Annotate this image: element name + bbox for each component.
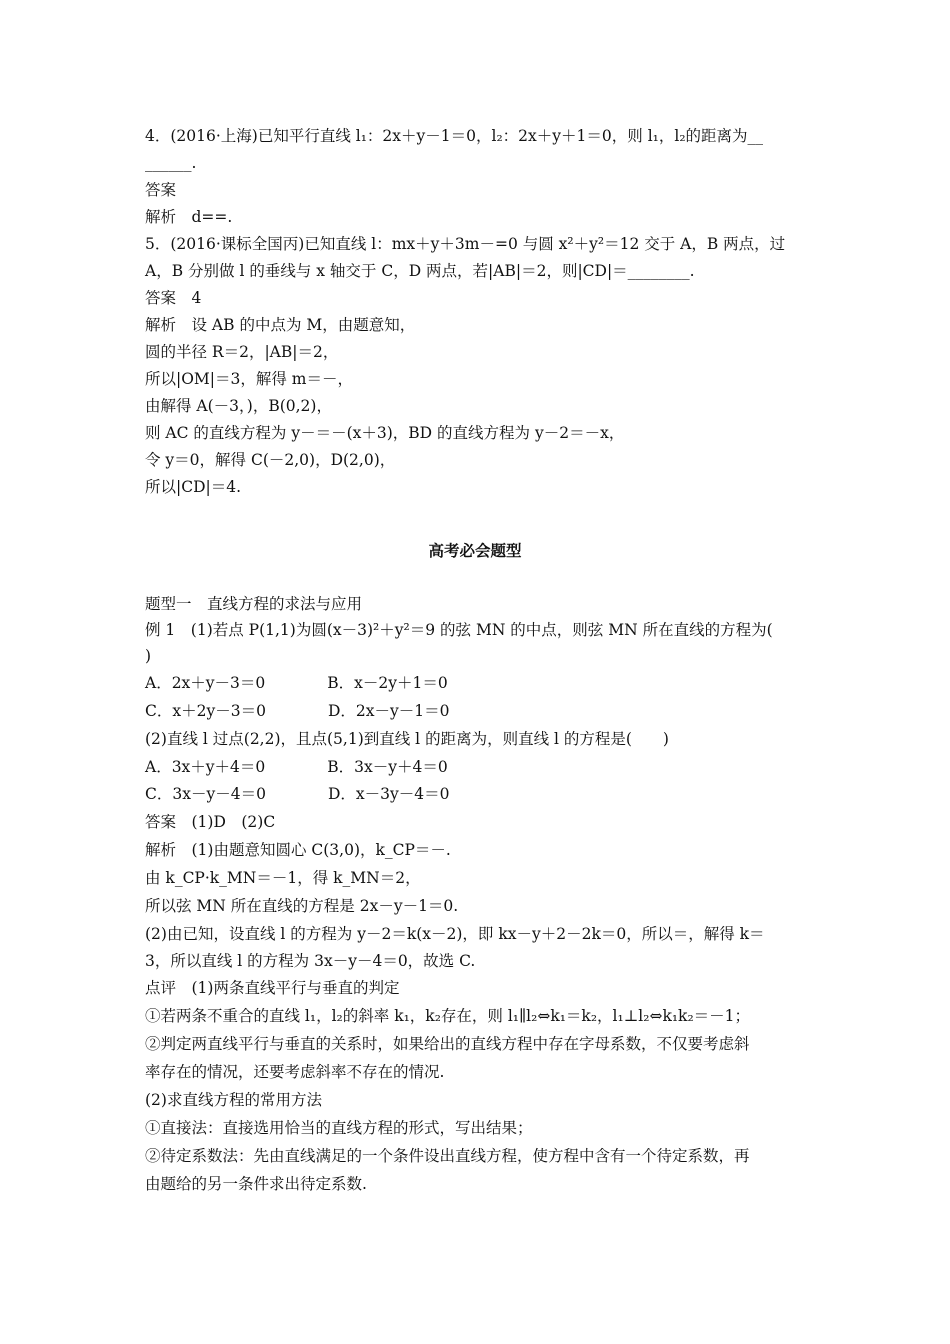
analysis-line: 所以|CD|＝4. <box>145 478 242 496</box>
analysis-line: 所以弦 MN 所在直线的方程是 2x－y－1＝0. <box>145 897 459 915</box>
analysis-line: 3，所以直线 l 的方程为 3x－y－4＝0，故选 C. <box>145 952 476 970</box>
comment-line: ①若两条不重合的直线 l₁，l₂的斜率 k₁，k₂存在，则 l₁∥l₂⇔k₁＝k₂，l₁⊥l₂⇔k₁k₂＝－1； <box>145 1007 751 1025</box>
comment-line: ②待定系数法：先由直线满足的一个条件设出直线方程，使方程中含有一个待定系数，再 <box>145 1147 750 1165</box>
comment-line: (2)求直线方程的常用方法 <box>145 1091 322 1109</box>
example-1-part-2: (2)直线 l 过点(2,2)，且点(5,1)到直线 l 的距离为，则直线 l 的方程是( ) <box>145 730 669 748</box>
answer-line: 答案 (1)D (2)C <box>145 813 276 831</box>
example-1-line-1: 例 1 (1)若点 P(1,1)为圆(x－3)²＋y²＝9 的弦 MN 的中点，则弦 MN 所在直线的方程为( <box>145 621 773 639</box>
analysis-line: 由解得 A(－3，)，B(0,2)， <box>145 397 332 415</box>
example-1-line-2: ) <box>145 647 152 665</box>
analysis-line: 圆的半径 R＝2，|AB|＝2， <box>145 343 339 361</box>
answer-line: 答案 4 <box>145 289 202 307</box>
section-heading: 高考必会题型 <box>428 542 522 560</box>
option-line: C．x＋2y－3＝0 D．2x－y－1＝0 <box>145 702 450 720</box>
analysis-line: (2)由已知，设直线 l 的方程为 y－2＝k(x－2)，即 kx－y＋2－2k＝0，所以＝，解得 k＝ <box>145 925 765 943</box>
analysis-line: 解析 (1)由题意知圆心 C(3,0)，k_CP＝－. <box>145 841 451 859</box>
comment-title: 点评 (1)两条直线平行与垂直的判定 <box>145 979 400 997</box>
option-line: C．3x－y－4＝0 D．x－3y－4＝0 <box>145 785 450 803</box>
analysis-line: 解析 设 AB 的中点为 M，由题意知， <box>145 316 416 334</box>
comment-line: 由题给的另一条件求出待定系数. <box>145 1175 367 1193</box>
analysis-line: 由 k_CP·k_MN＝－1，得 k_MN＝2， <box>145 869 421 887</box>
option-line: A．3x＋y＋4＝0 B．3x－y＋4＝0 <box>145 758 448 776</box>
answer-label: 答案 <box>145 181 177 199</box>
problem-5-line-2: A，B 分别做 l 的垂线与 x 轴交于 C，D 两点，若|AB|＝2，则|CD|＝________. <box>145 262 695 280</box>
analysis-line: 则 AC 的直线方程为 y－＝－(x＋3)，BD 的直线方程为 y－2＝－x， <box>145 424 625 442</box>
option-line: A．2x＋y－3＝0 B．x－2y＋1＝0 <box>145 674 448 692</box>
problem-5-line-1: 5．(2016·课标全国丙)已知直线 l：mx＋y＋3m－=0 与圆 x²＋y²＝12 交于 A，B 两点，过 <box>145 235 786 253</box>
analysis-line: 解析 d==. <box>145 208 233 226</box>
analysis-line: 所以|OM|＝3，解得 m＝－， <box>145 370 354 388</box>
problem-4-line-1: 4．(2016·上海)已知平行直线 l₁：2x＋y－1＝0，l₂：2x＋y＋1＝0，则 l₁，l₂的距离为__ <box>145 127 764 145</box>
comment-line: ②判定两直线平行与垂直的关系时，如果给出的直线方程中存在字母系数，不仅要考虑斜 <box>145 1035 750 1053</box>
comment-line: ①直接法：直接选用恰当的直线方程的形式，写出结果； <box>145 1119 533 1137</box>
problem-4-line-2: ______. <box>145 154 197 172</box>
analysis-line: 令 y＝0，解得 C(－2,0)，D(2,0)， <box>145 451 396 469</box>
topic-title: 题型一 直线方程的求法与应用 <box>145 595 363 613</box>
comment-line: 率存在的情况，还要考虑斜率不存在的情况. <box>145 1063 445 1081</box>
